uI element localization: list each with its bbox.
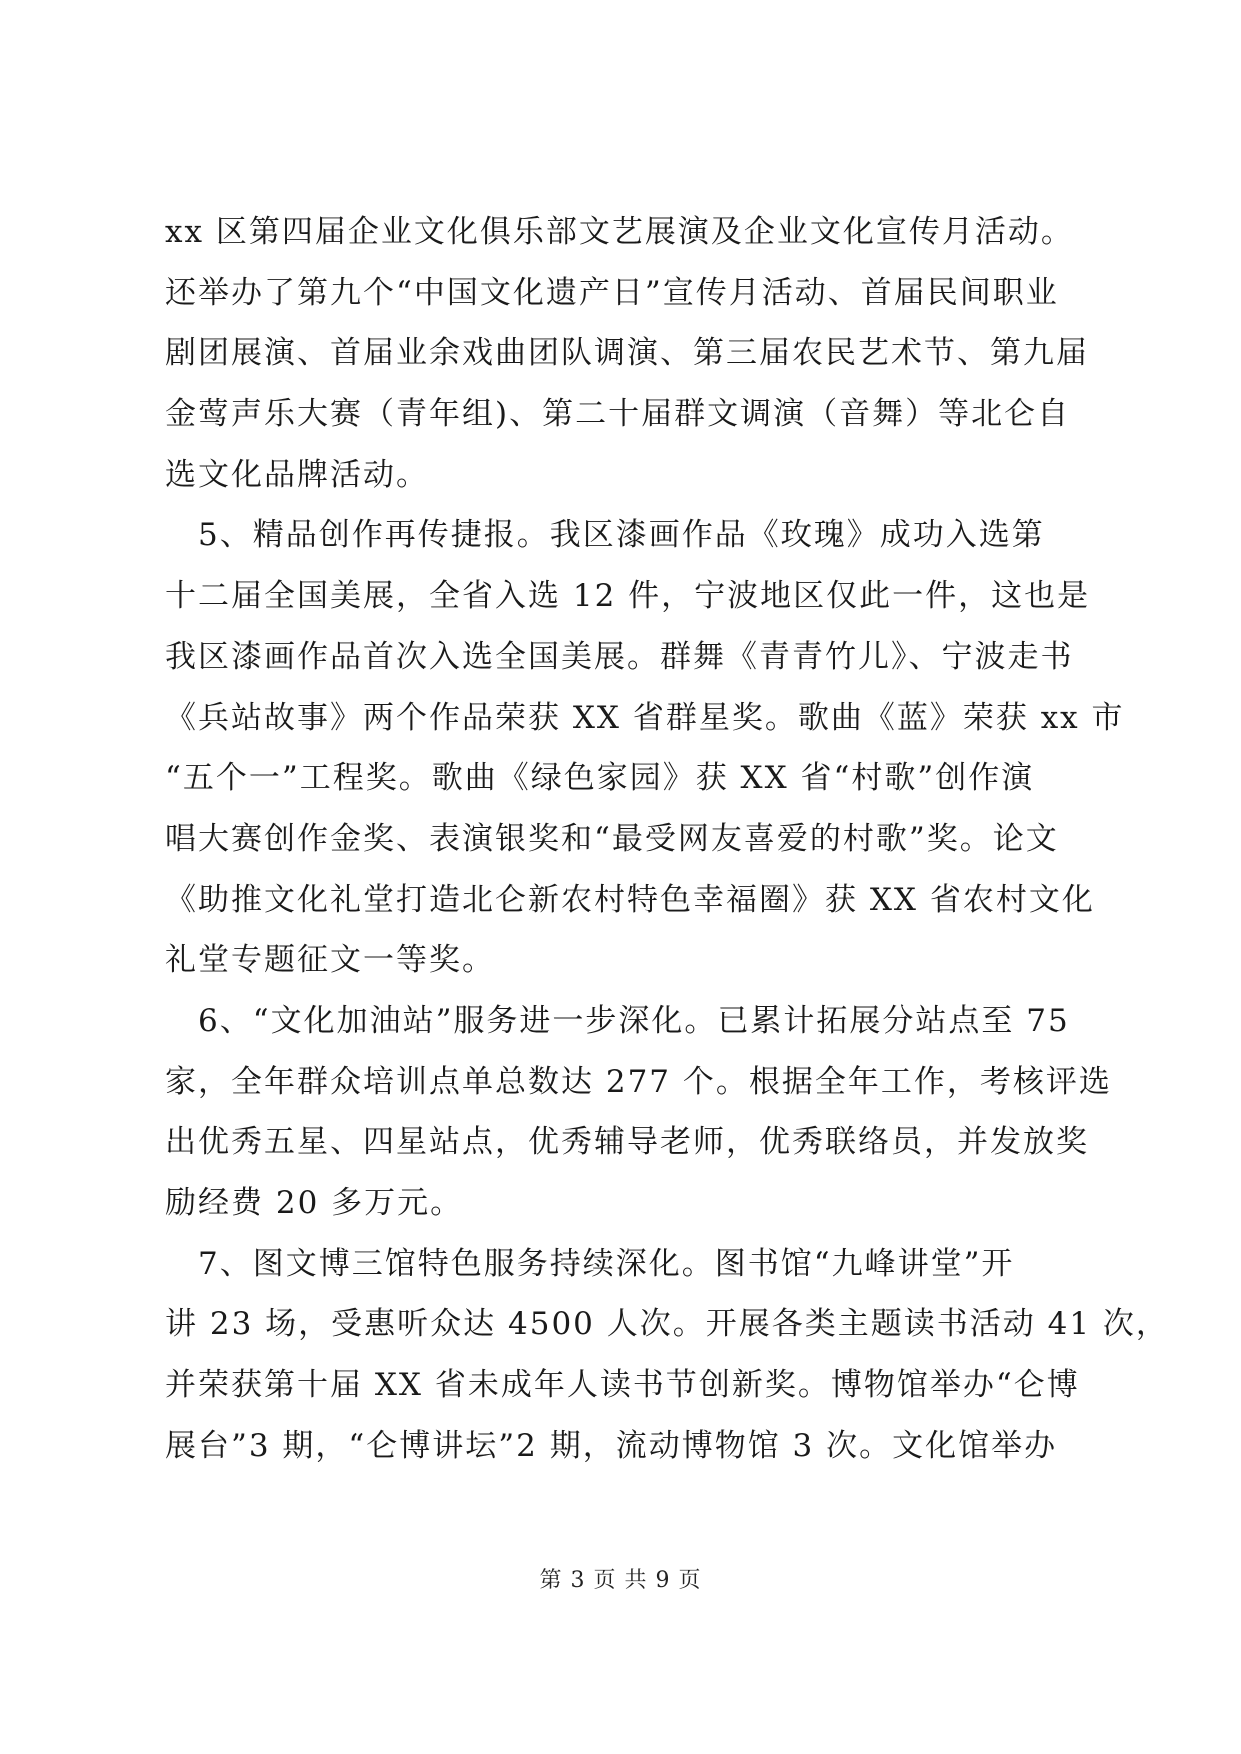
document-body <box>165 202 1169 1476</box>
text-line: 还举办了第九个“中国文化遗产日”宣传月活动、首届民间职业 <box>165 274 1059 311</box>
text-line: 6、“文化加油站”服务进一步深化。已累计拓展分站点至 75 <box>165 1002 1070 1039</box>
text-line: 礼堂专题征文一等奖。 <box>165 942 495 979</box>
text-line: 展台”3 期，“仑博讲坛”2 期，流动博物馆 3 次。文化馆举办 <box>165 1427 1058 1464</box>
text-line: 《兵站故事》两个作品荣获 XX 省群星奖。歌曲《蓝》荣获 xx 市 <box>165 699 1125 736</box>
text-line: 5、精品创作再传捷报。我区漆画作品《玫瑰》成功入选第 <box>165 517 1045 554</box>
text-line: 唱大赛创作金奖、表演银奖和“最受网友喜爱的村歌”奖。论文 <box>165 820 1059 857</box>
text-line: 剧团展演、首届业余戏曲团队调演、第三届农民艺术节、第九届 <box>165 335 1089 372</box>
text-line: 家，全年群众培训点单总数达 277 个。根据全年工作，考核评选 <box>165 1063 1112 1100</box>
text-line: “五个一”工程奖。歌曲《绿色家园》获 XX 省“村歌”创作演 <box>165 760 1035 797</box>
text-line: 十二届全国美展，全省入选 12 件，宁波地区仅此一件，这也是 <box>165 578 1091 615</box>
text-line: xx 区第四届企业文化俱乐部文艺展演及企业文化宣传月活动。 <box>165 214 1074 250</box>
text-line: 金莺声乐大赛（青年组)、第二十届群文调演（音舞）等北仑自 <box>165 396 1071 433</box>
text-line: 我区漆画作品首次入选全国美展。群舞《青青竹儿》、宁波走书 <box>165 638 1074 675</box>
text-line: 讲 23 场，受惠听众达 4500 人次。开展各类主题读书活动 41 次， <box>165 1306 1169 1343</box>
text-line: 励经费 20 多万元。 <box>165 1185 464 1221</box>
text-line: 选文化品牌活动。 <box>165 456 429 493</box>
page-number-footer: 第 3 页 共 9 页 <box>539 1568 702 1593</box>
text-line: 并荣获第十届 XX 省未成年人读书节创新奖。博物馆举办“仑博 <box>165 1367 1080 1404</box>
text-line: 出优秀五星、四星站点，优秀辅导老师，优秀联络员，并发放奖 <box>165 1124 1089 1161</box>
text-line: 《助推文化礼堂打造北仑新农村特色幸福圈》获 XX 省农村文化 <box>165 881 1095 918</box>
text-line: 7、图文博三馆特色服务持续深化。图书馆“九峰讲堂”开 <box>165 1245 1015 1282</box>
